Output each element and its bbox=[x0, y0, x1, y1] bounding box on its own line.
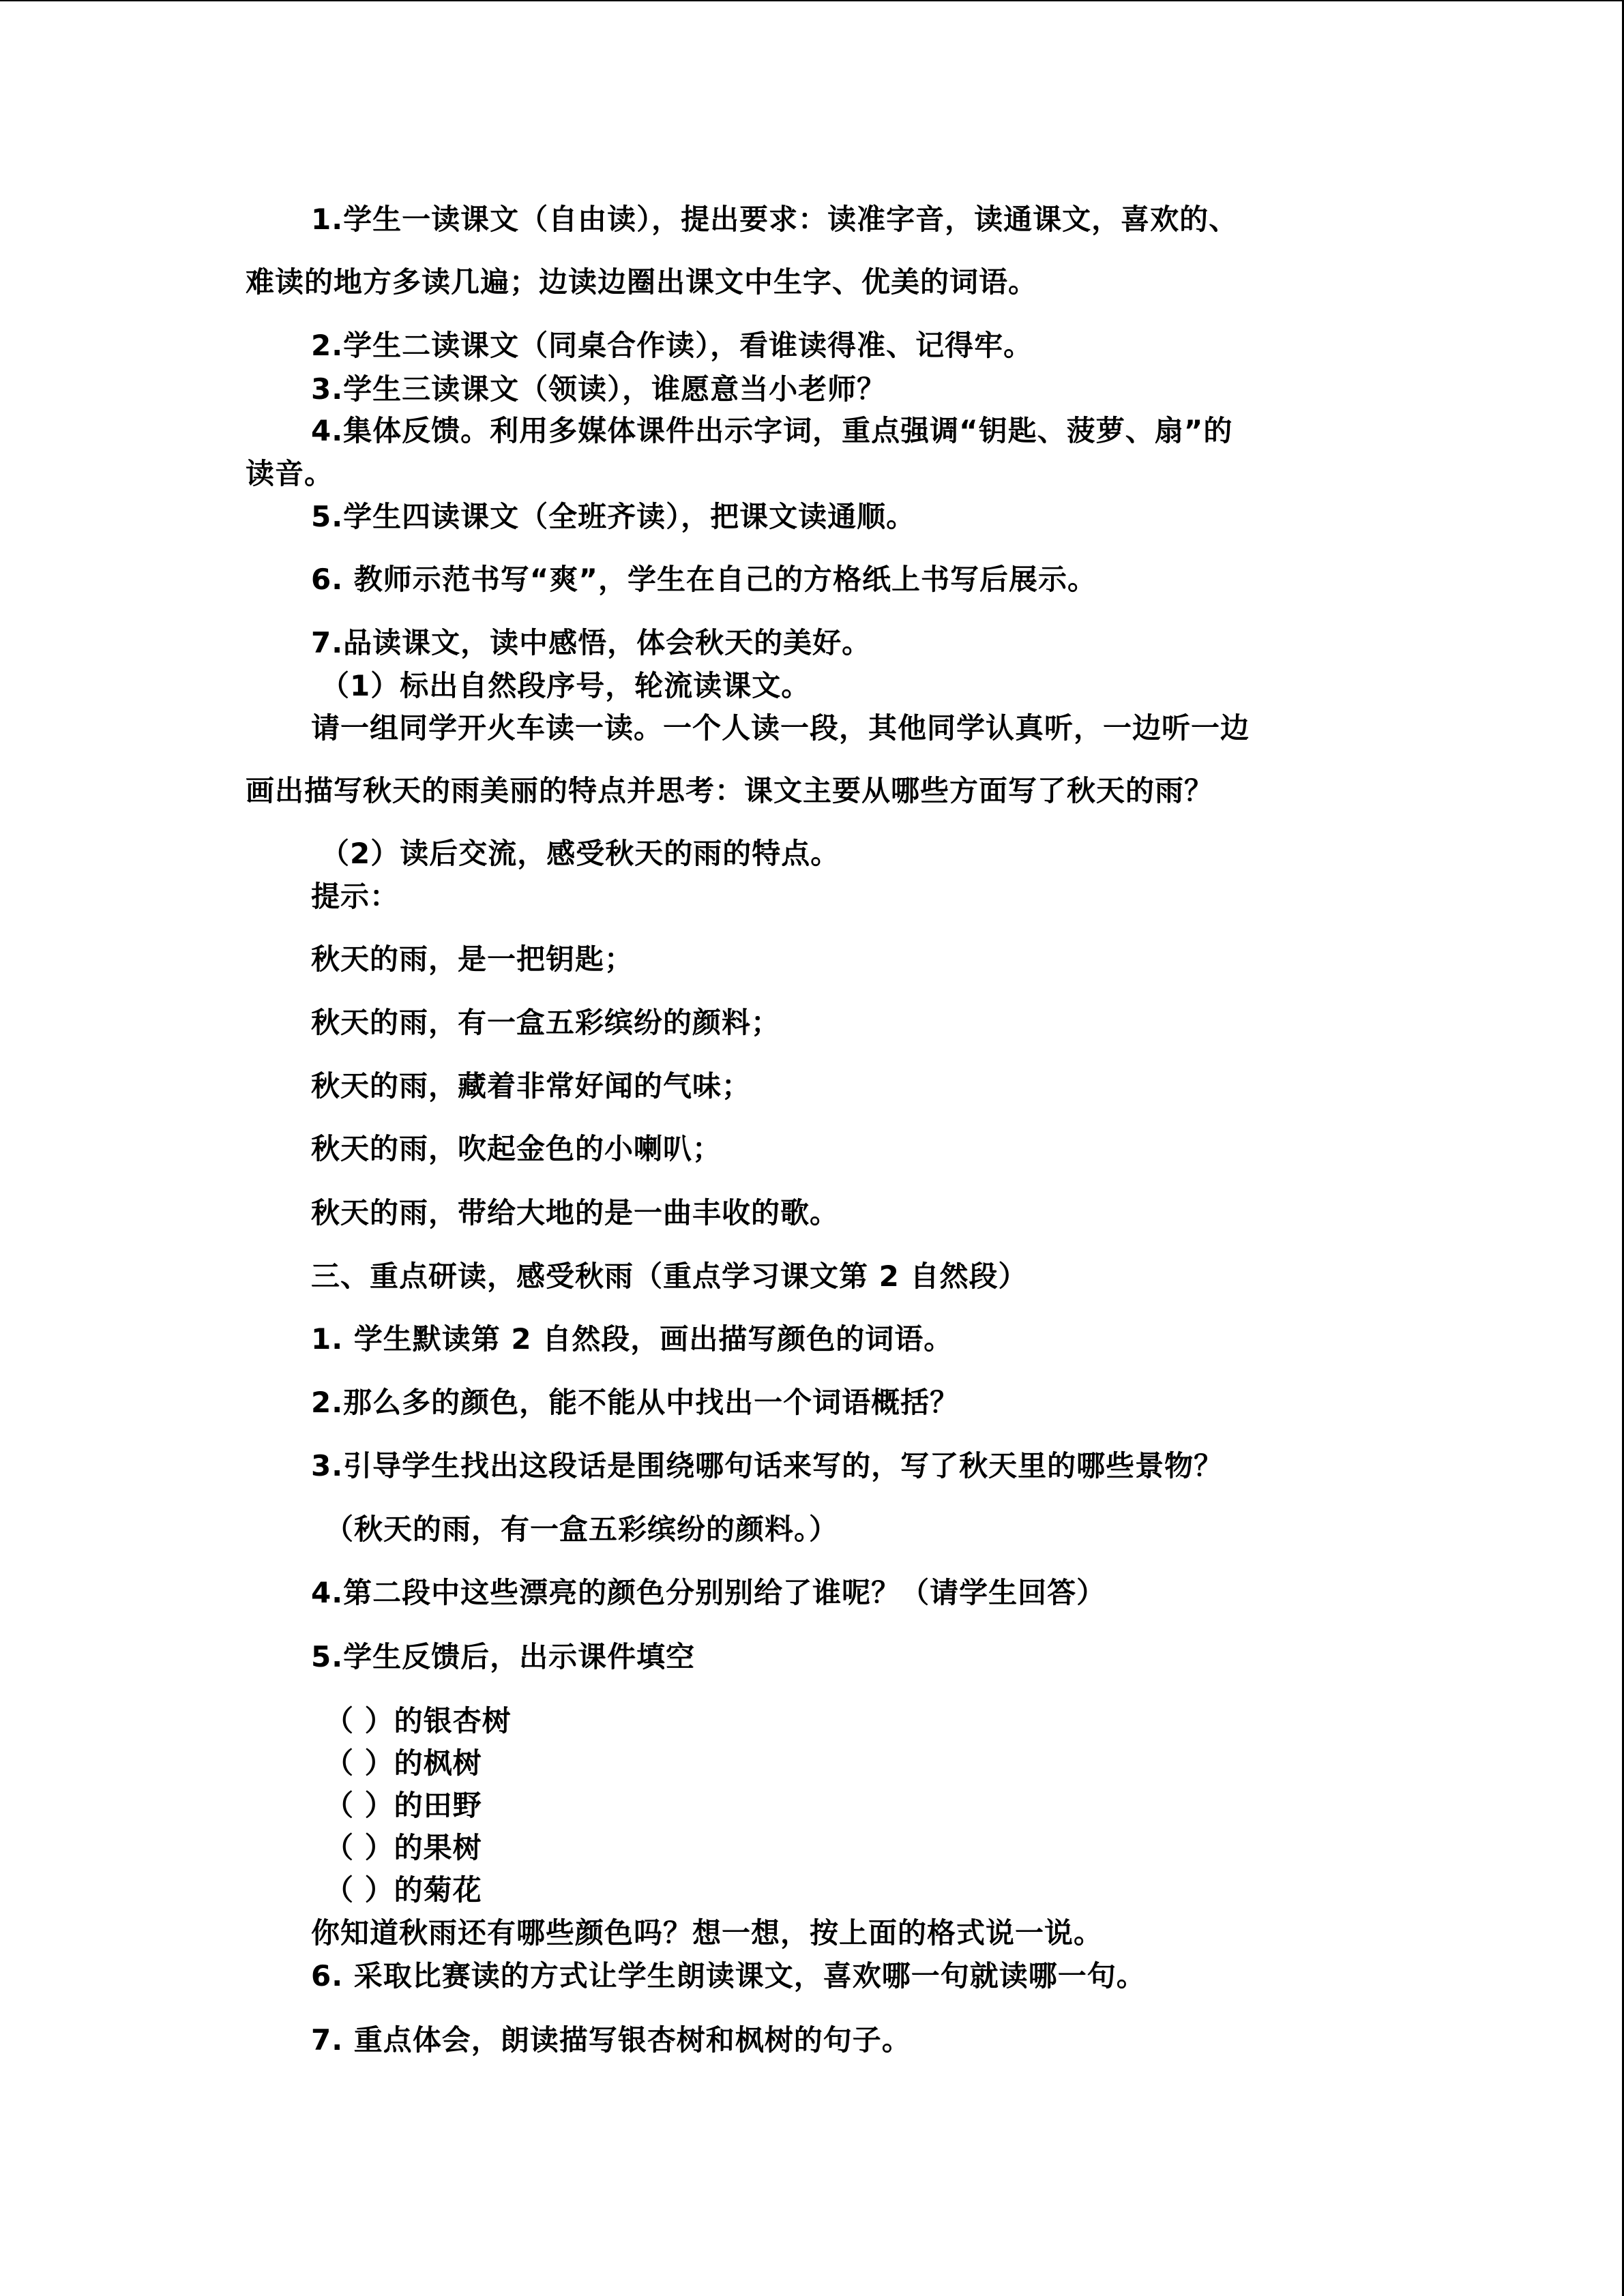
text-line: 秋天的雨，有一盒五彩缤纷的颜料； bbox=[311, 1006, 781, 1039]
text-line: 6. 采取比赛读的方式让学生朗读课文，喜欢哪一句就读哪一句。 bbox=[311, 1959, 1146, 1993]
text-line: （秋天的雨，有一盒五彩缤纷的颜料。） bbox=[325, 1512, 839, 1546]
text-line: 7.品读课文，读中感悟，体会秋天的美好。 bbox=[311, 626, 872, 659]
text-line: 2.学生二读课文（同桌合作读），看谁读得准、记得牢。 bbox=[311, 329, 1033, 362]
text-line: 4.集体反馈。利用多媒体课件出示字词，重点强调“钥匙、菠萝、扇”的 bbox=[311, 414, 1233, 447]
text-line: 3.学生三读课文（领读），谁愿意当小老师？ bbox=[311, 372, 887, 406]
text-line: 秋天的雨，是一把钥匙； bbox=[311, 942, 634, 976]
fill-blank-item: （ ）的果树 bbox=[325, 1831, 482, 1864]
text-line: 3.引导学生找出这段话是围绕哪句话来写的，写了秋天里的哪些景物？ bbox=[311, 1449, 1224, 1482]
text-line: 秋天的雨，吹起金色的小喇叭； bbox=[311, 1132, 722, 1165]
fill-blank-item: （ ）的银杏树 bbox=[325, 1704, 512, 1738]
text-line: 请一组同学开火车读一读。一个人读一段，其他同学认真听，一边听一边 bbox=[311, 711, 1250, 745]
section-heading: 三、重点研读，感受秋雨（重点学习课文第 2 自然段） bbox=[311, 1259, 1028, 1293]
text-line: 7. 重点体会，朗读描写银杏树和枫树的句子。 bbox=[311, 2023, 911, 2057]
text-line: 2.那么多的颜色，能不能从中找出一个词语概括？ bbox=[311, 1386, 960, 1419]
text-line: 秋天的雨，带给大地的是一曲丰收的歌。 bbox=[311, 1196, 840, 1229]
text-line: 你知道秋雨还有哪些颜色吗？想一想，按上面的格式说一说。 bbox=[311, 1916, 1104, 1950]
text-line: 1.学生一读课文（自由读），提出要求：读准字音，读通课文，喜欢的、 bbox=[311, 203, 1239, 236]
text-line: 4.第二段中这些漂亮的颜色分别别给了谁呢？（请学生回答） bbox=[311, 1576, 1106, 1609]
text-line: 5.学生四读课文（全班齐读），把课文读通顺。 bbox=[311, 500, 916, 533]
fill-blank-item: （ ）的枫树 bbox=[325, 1746, 482, 1780]
text-line: 读音。 bbox=[246, 457, 334, 490]
text-line: 提示： bbox=[311, 880, 400, 913]
text-line: 画出描写秋天的雨美丽的特点并思考：课文主要从哪些方面写了秋天的雨？ bbox=[246, 774, 1214, 807]
fill-blank-item: （ ）的菊花 bbox=[325, 1873, 482, 1907]
fill-blank-item: （ ）的田野 bbox=[325, 1789, 482, 1822]
text-line: 难读的地方多读几遍；边读边圈出课文中生字、优美的词语。 bbox=[246, 265, 1038, 299]
text-line: 秋天的雨，藏着非常好闻的气味； bbox=[311, 1069, 752, 1103]
text-line: （2）读后交流，感受秋天的雨的特点。 bbox=[321, 837, 840, 870]
text-line: 1. 学生默读第 2 自然段，画出描写颜色的词语。 bbox=[311, 1322, 954, 1356]
text-line: 5.学生反馈后，出示课件填空 bbox=[311, 1640, 696, 1673]
text-line: （1）标出自然段序号，轮流读课文。 bbox=[321, 669, 811, 702]
text-line: 6. 教师示范书写“爽”，学生在自己的方格纸上书写后展示。 bbox=[311, 563, 1097, 596]
